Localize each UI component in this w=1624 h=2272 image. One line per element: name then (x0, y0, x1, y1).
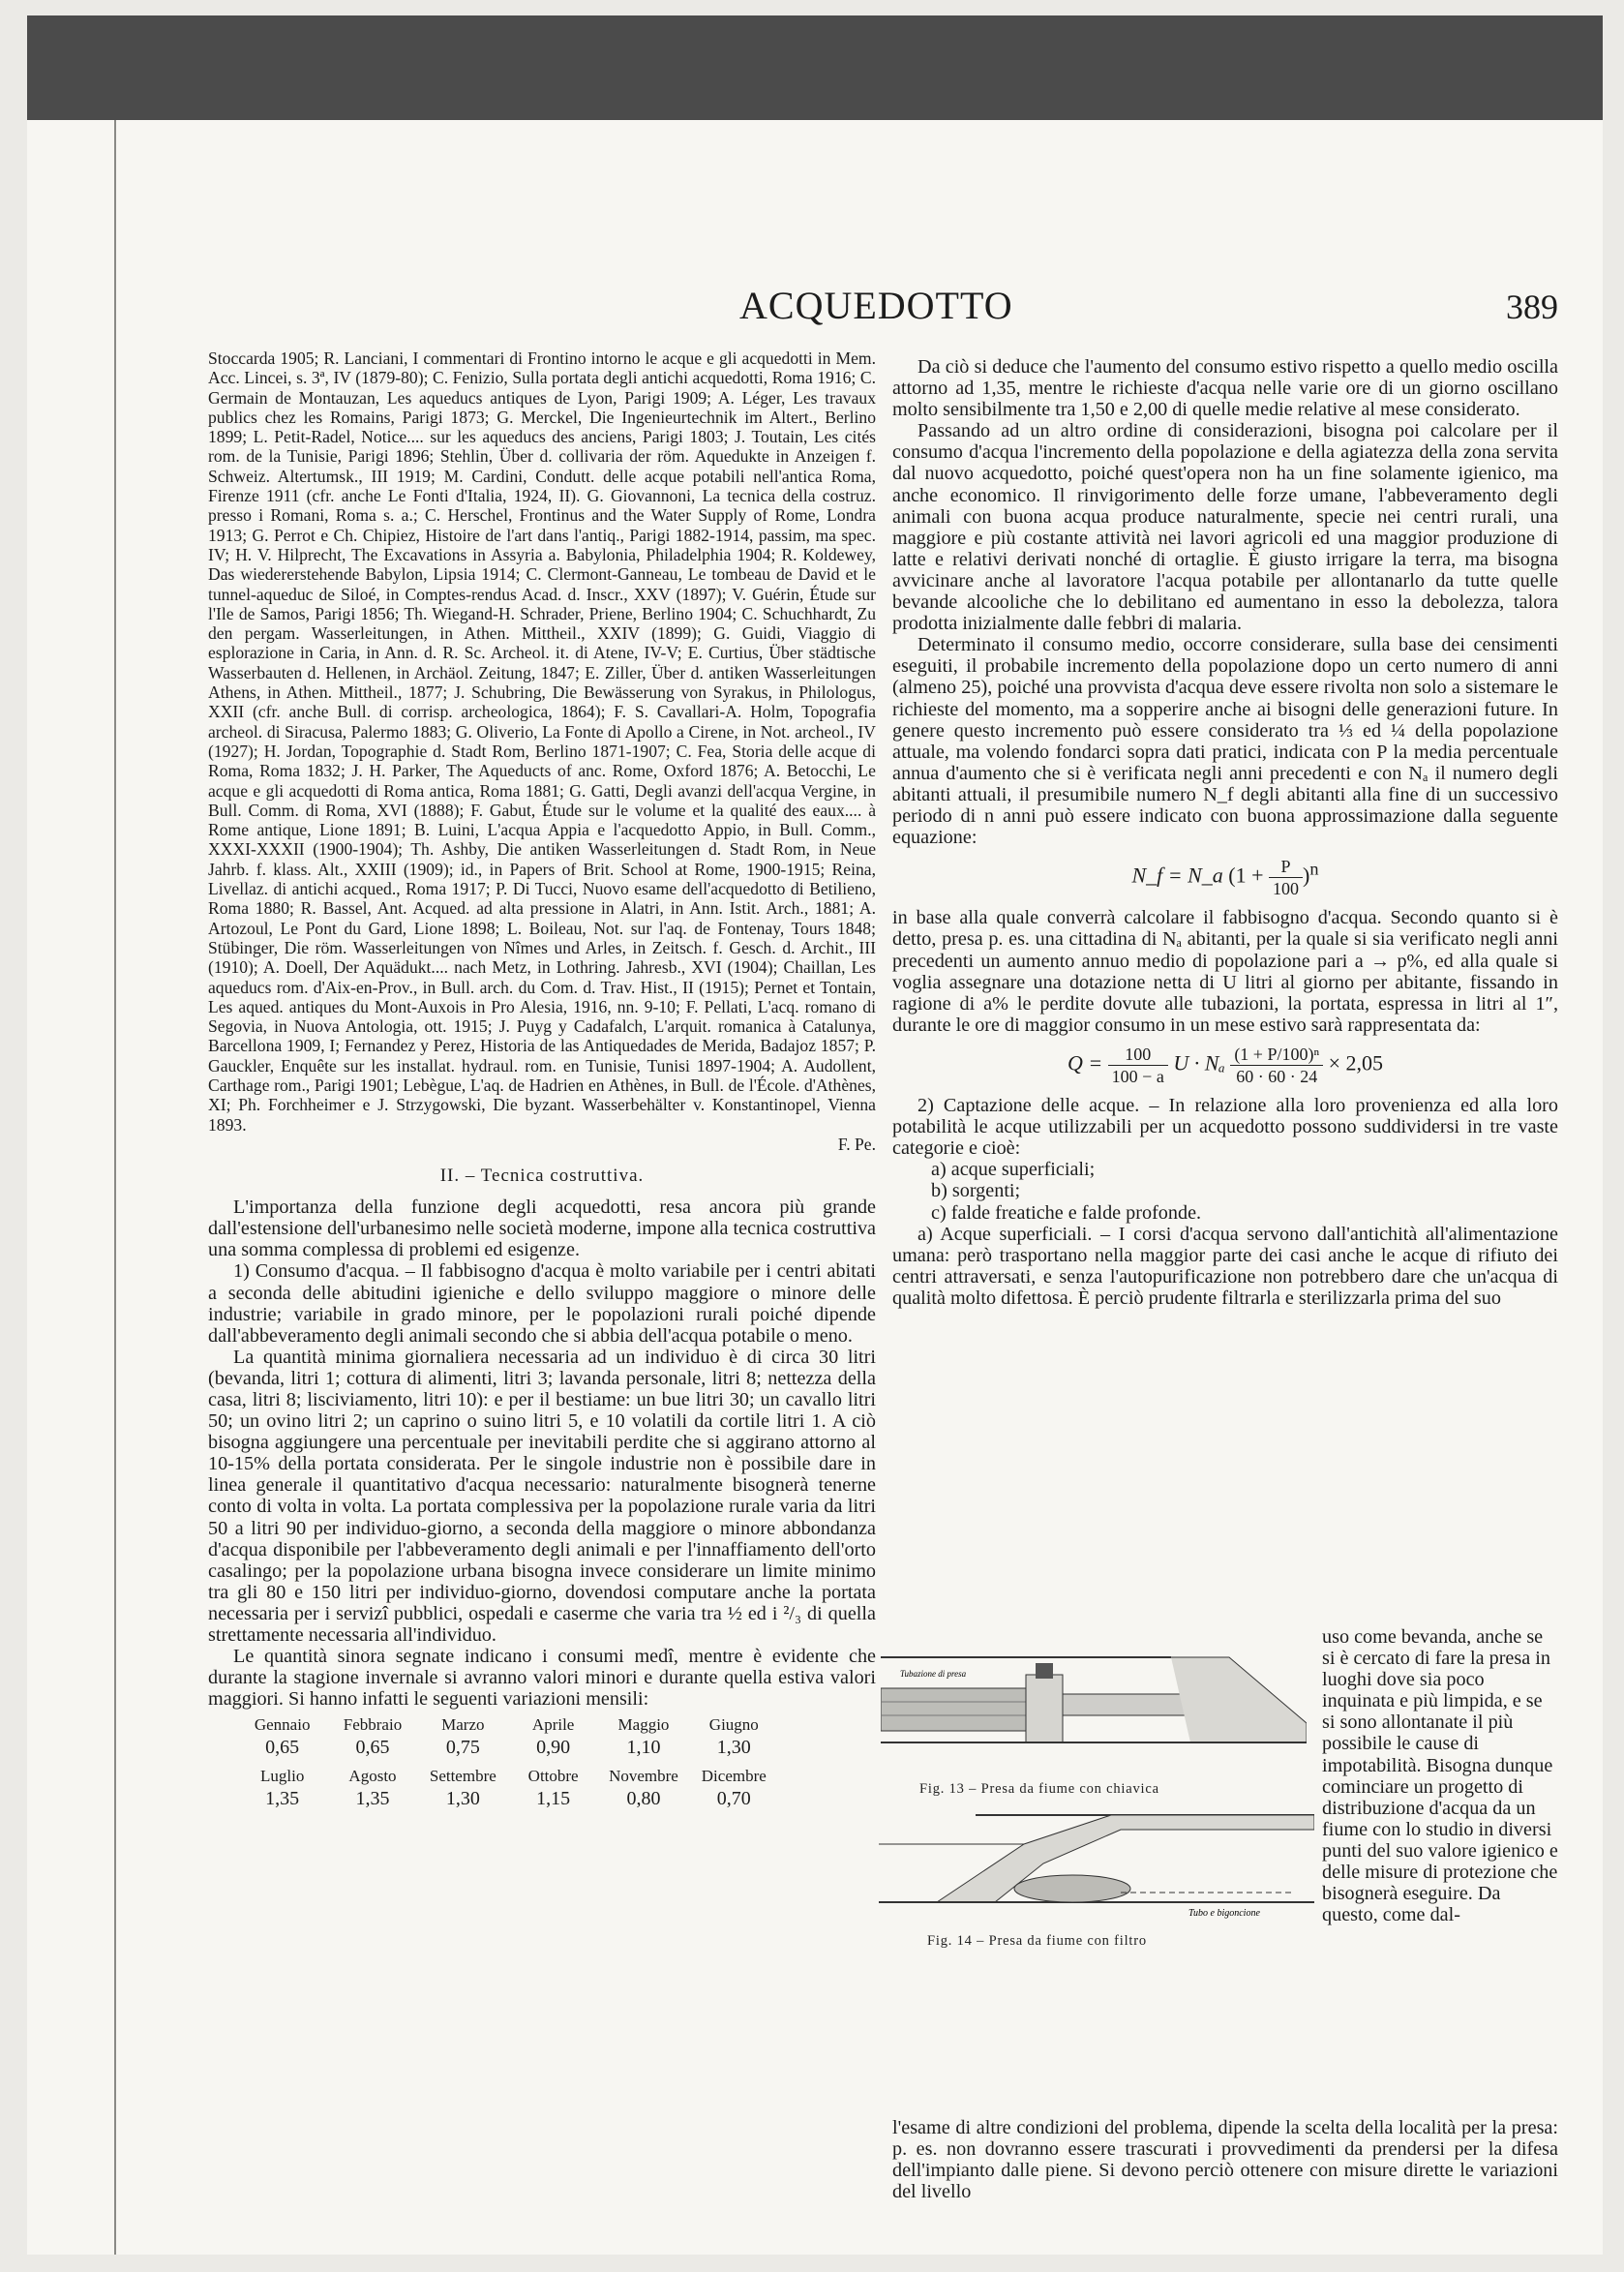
month-cell: Novembre (609, 1767, 678, 1786)
category-list (892, 1159, 1558, 1223)
value-cell: 1,15 (536, 1788, 571, 1810)
fraction-numerator: P (1269, 856, 1303, 878)
paragraph: Da ciò si deduce che l'aumento del consumo estivo rispetto a quello medio oscilla attorno ad 1,35, mentre le richieste d'acqua nelle varie ore di un giorno oscillano molto sensibilmente tra 1,50 e 2,00 di quelle medie relative al mese considerato. (892, 356, 1558, 421)
month-cell: Febbraio (343, 1715, 403, 1735)
figure-caption: Fig. 14 – Presa da fiume con filtro (927, 1933, 1147, 1949)
section-heading: II. – Tecnica costruttiva. (439, 1166, 645, 1187)
left-column (208, 348, 876, 1818)
paragraph: La quantità minima giornaliera necessaria ad un individuo è di circa 30 litri (bevanda, litri 1; cottura di alimenti, litri 3; lavanda personale, litri 8; nettezza della casa, litri 8; lisciviamento, litri 10): e per il bestiame: un bue litri 30; un cavallo litri 50; un ovino litri 2; un caprino o suino litri 5, e 10 volatili da cortile litri 1. A ciò bisogna aggiungere una percentuale per inevitabili perdite che si aggirano attorno al 10-15% della portata considerata. Per le singole industrie non è possibile dare in linea generale il quantitativo d'acqua necessario: naturalmente bisognerà tenerne conto di volta in volta. La portata complessiva per la popolazione rurale varia da litri 50 a litri 90 per individuo-giorno, a seconda della maggiore o minore abbondanza d'acqua disponibile per l'abbeveramento degli animali e per l'innaffiamento dell'orto casalingo; per la popolazione urbana bisogna invece considerare un limite minimo tra gli 80 e 150 litri per individuo-giorno, dovendosi computare anche la portata necessaria per i servizî pubblici, ospedali e caserme che varia tra ½ ed i ²/₃ di quella strettamente necessaria all'individuo. (208, 1346, 876, 1647)
value-cell: 1,35 (355, 1788, 390, 1810)
list-item: a) acque superficiali; (931, 1159, 1096, 1181)
paragraph: in base alla quale converrà calcolare il fabbisogno d'acqua. Secondo quanto si è detto, presa p. es. una cittadina di Nₐ abitanti, per la quale si sia verificato negli anni precedenti un aumento annuo medio di popolazione pari a → p%, ed alla quale si voglia assegnare una dotazione netta di U litri al giorno per abitante, fissando in ragione di a% le perdite dovute alle tubazioni, la portata, espressa in litri al 1″, durante le ore di maggior consumo in un mese estivo sarà rappresentata da: (892, 907, 1558, 1036)
river-intake-sluice-drawing (881, 1646, 1307, 1762)
figure-13 (881, 1646, 1307, 1797)
left-body (208, 1197, 876, 1710)
value-cell: 0,65 (265, 1737, 300, 1759)
fraction-denominator: 60 · 60 · 24 (1236, 1067, 1318, 1086)
fraction-numerator: 100 (1108, 1044, 1168, 1066)
figure-caption: Fig. 13 – Presa da fiume con chiavica (919, 1781, 1159, 1797)
value-cell: 1,30 (716, 1737, 751, 1759)
value-cell: 0,70 (716, 1788, 751, 1810)
month-cell: Giugno (708, 1715, 759, 1735)
formula-middle: U · Nₐ (1173, 1050, 1225, 1075)
formula-exponent: n (1309, 859, 1319, 879)
river-intake-filter-drawing (879, 1805, 1314, 1931)
table-row-values-2 (237, 1786, 779, 1818)
figure-label: Tubo e bigoncione (1188, 1908, 1260, 1919)
paragraph: L'importanza della funzione degli acquedotti, resa ancora più grande dall'estensione dell'urbanesimo nelle società moderne, impone alla tecnica costruttiva una somma complessa di problemi ed esigenze. (208, 1197, 876, 1261)
running-title: ACQUEDOTTO (739, 284, 1013, 327)
value-cell: 0,65 (355, 1737, 390, 1759)
month-cell: Ottobre (527, 1767, 579, 1786)
paragraph: 2) Captazione delle acque. – In relazione alla loro provenienza ed alla loro potabilità le acque utilizzabili per un acquedotto possono suddividersi in tre vaste categorie e cioè: (892, 1095, 1558, 1160)
value-cell: 0,90 (536, 1737, 571, 1759)
fraction-denominator: 100 − a (1111, 1067, 1164, 1086)
formula-fraction (1230, 1044, 1323, 1087)
scan-top-bar (27, 15, 1603, 120)
paragraph: Le quantità sinora segnate indicano i consumi medî, mentre è evidente che durante la stagione invernale si avranno valori minori e durante quella estiva valori maggiori. Si hanno infatti le seguenti variazioni mensili: (208, 1646, 876, 1711)
paragraph: Determinato il consumo medio, occorre considerare, sulla base dei censimenti eseguiti, il probabile incremento della popolazione dopo un certo numero di anni (almeno 25), poiché una provvista d'acqua deve essere rivolta non solo a sistemare le richieste del momento, ma a sopperire anche ai bisogni delle generazioni future. In genere questo incremento può essere considerato tra ⅓ ed ¼ della popolazione attuale, ma volendo fondarci sopra dati pratici, indicata con P la media percentuale annua d'aumento che si è verificata negli anni precedenti e con Nₐ il numero degli abitanti attuali, il presumibile numero N_f degli abitanti alla fine di un successivo periodo di n anni può essere indicato con buona approssimazione dalla seguente equazione: (892, 634, 1558, 849)
table-row-months-1 (237, 1715, 779, 1735)
formula-lhs: N_f = N_a (1131, 863, 1223, 888)
population-formula: N_f = N_a (1 + $\frac{P}{100}$ )$^n$ (1131, 857, 1319, 899)
binding-margin-line (114, 120, 116, 2255)
bibliography-signature: F. Pe. (837, 1134, 876, 1154)
right-column (892, 356, 1558, 1309)
bottom-paragraph (892, 2117, 1558, 2202)
fraction-numerator: (1 + P/100)ⁿ (1230, 1044, 1323, 1066)
table-row-months-2 (237, 1767, 779, 1786)
value-cell: 1,30 (445, 1788, 480, 1810)
page-number: 389 (1506, 288, 1558, 326)
paragraph: l'esame di altre condizioni del problema, dipende la scelta della località per la presa: p. es. non dovranno essere trascurati i provvedimenti da prendersi per la difesa dell'impianto dalle piene. Si devono perciò ottenere con misure dirette le variazioni del livello (892, 2117, 1558, 2203)
month-cell: Marzo (441, 1715, 485, 1735)
month-cell: Dicembre (701, 1767, 767, 1786)
monthly-variation-table (237, 1715, 779, 1818)
figure-14 (879, 1805, 1314, 1949)
table-row-values-1 (237, 1735, 779, 1767)
formula-fraction (1108, 1044, 1168, 1087)
flow-formula (892, 1044, 1558, 1087)
fraction-denominator: 100 (1273, 879, 1300, 899)
list-item: c) falde freatiche e falde profonde. (931, 1201, 1202, 1224)
text-beside-figures: uso come bevanda, anche se si è cercato di fare la presa in luoghi dove sia poco inquinata e più limpida, e se si sono allontanate il più possibile le cause di impotabilità. Bisogna dunque cominciare un progetto di distribuzione d'acqua da un fiume con lo studio in diversi punti del suo valore igienico e delle misure di protezione che bisognerà eseguire. Da questo, come dal- (1322, 1626, 1558, 1926)
value-cell: 1,35 (265, 1788, 300, 1810)
formula-fraction (1269, 856, 1303, 899)
bibliography-block (208, 348, 876, 1154)
formula-factor: 1 + (1235, 863, 1264, 888)
formula-lhs: Q = (1067, 1050, 1103, 1075)
month-cell: Luglio (259, 1767, 305, 1786)
formula-tail: × 2,05 (1328, 1050, 1384, 1075)
value-cell: 0,80 (626, 1788, 661, 1810)
month-cell: Maggio (617, 1715, 670, 1735)
paragraph: 1) Consumo d'acqua. – Il fabbisogno d'acqua è molto variabile per i centri abitati a seconda delle abitudini igieniche e dello sviluppo maggiore o minore delle industrie; variabile in grado minore, per le popolazioni rurali poiché dipende dall'abbeveramento degli animali secondo che si abbia dell'acqua potabile o meno. (208, 1260, 876, 1347)
value-cell: 1,10 (626, 1737, 661, 1759)
figure-label: Tubazione di presa (900, 1669, 967, 1679)
month-cell: Agosto (348, 1767, 397, 1786)
month-cell: Gennaio (254, 1715, 311, 1735)
bibliography-text: Stoccarda 1905; R. Lanciani, I commentari di Frontino intorno le acque e gli acquedotti in Mem. Acc. Lincei, s. 3ª, IV (1879-80); C. Fenizio, Sulla portata degli antichi acquedotti, Roma 1916; C. Germain de Montauzan, Les aqueducs antiques de Lyon, Parigi 1909; A. Léger, Les travaux publics chez les Romains, Parigi 1873; G. Merckel, Die Ingenieurtechnik im Altert., Berlino 1899; L. Petit-Radel, Notice.... sur les aqueducs des anciens, Parigi 1803; J. Toutain, Les cités rom. de la Tunisie, Parigi 1896; Stehlin, Über d. collivaria der röm. Aquedukte in Anzeigen f. Schweiz. Altertumsk., III 1919; M. Cardini, Condutt. delle acque potabili nell'antica Roma, Firenze 1911 (cfr. anche Le Fonti d'Italia, 1924, II). G. Giovannoni, La tecnica della costruz. presso i Romani, Roma s. a.; C. Herschel, Frontinus and the Water Supply of Rome, Londra 1913; G. Perrot e Ch. Chipiez, Histoire de l'art dans l'antiq., Parigi 1882-1914, passim, ma spec. IV; H. V. Hilprecht, The Excavations in Assyria a. Babylonia, Philadelphia 1904; R. Koldewey, Das wiedererstehende Babylon, Lipsia 1914; C. Clermont-Ganneau, Le tombeau de David et le tunnel-aqueduc de Siloé, in Comptes-rendus Acad. d. Inscr., XXV (1897); V. Guérin, Étude sur l'Ile de Samos, Parigi 1856; Th. Wiegand-H. Schrader, Priene, Berlino 1904; C. Schuchhardt, Zu den pergam. Wasserleitungen, in Athen. Mittheil., XXIV (1899); G. Guidi, Viaggio di esplorazione in Caria, in Ann. d. R. Sc. Archeol. it. di Atene, IV-V; E. Curtius, Über städtische Wasserbauten d. Hellenen, in Archäol. Zeitung, 1847; E. Ziller, Über d. antiken Wasserleitungen Athens, in Athen. Mittheil., 1877; J. Schubring, Die Bewässerung von Syrakus, in Philologus, XXII (cfr. anche Bull. di corrisp. archeologica, 1864); F. S. Cavallari-A. Holm, Topografia archeol. di Siracusa, Palermo 1883; G. Oliverio, La Fonte di Apollo a Cirene, in Not. archeol., IV (1927); H. Jordan, Topographie d. Stadt Rom, Berlino 1871-1907; C. Fea, Storia delle acque di Roma, Roma 1832; J. H. Parker, The Aqueducts of anc. Rome, Oxford 1876; A. Betocchi, Le acque e gli acquedotti di Roma antica, Roma 1881; G. Gatti, Degli avanzi dell'acqua Vergine, in Bull. Comm. di Roma, XVI (1888); F. Gabut, Étude sur le volume et la qualité des eaux.... à Rome antique, Lione 1891; B. Luini, L'acqua Appia e l'acquedotto Appio, in Bull. Comm., XXXI-XXXII (1900-1904); Th. Ashby, Die antiken Wasserleitungen d. Stadt Rom, in Neue Jahrb. f. klass. Alt., XXIII (1909); id., in Papers of Brit. School at Rome, 1900-1915; Reina, Livellaz. di antichi acqued., Roma 1917; P. Di Tucci, Nuovo esame dell'acquedotto di Betilieno, Roma 1880; R. Bassel, Ant. Acqued. ad alta pressione in Alatri, in Ann. Istit. Arch., 1881; A. Artozoul, Le Pont du Gard, Lione 1898; L. Boileau, Not. sur l'aq. de Fontenay, Tours 1848; Stübinger, Die röm. Wasserleitungen von Nîmes und Arles, in Zeitsch. f. Gesch. d. Archit., III (1910); A. Doell, Der Aquädukt.... nach Metz, in Lothring. Jahresb., XVI (1904); Chaillan, Les aqueducs rom. d'Aix-en-Prov., in Bull. arch. du Com. d. Trav. Hist., II (1915); Pernet et Tontain, Les aqued. antiques du Mont-Auxois in Pro Alesia, 1916, nn. 9-10; F. Pellati, L'acq. romano di Segovia, in Nuova Antologia, ott. 1915; J. Puyg y Cadafalch, L'arquit. romanica à Catalunya, Barcellona 1909, I; Fernandez y Perez, Historia de las Antiquedades de Merida, Badajoz 1857; P. Gauckler, Enquête sur les installat. hydraul. rom. en Tunisie, Tunisi 1897-1904; A. Audollent, Carthage rom., Parigi 1901; Lebègue, L'aq. de Hadrien en Athènes, in Bull. de l'École. d'Athènes, XI; Ph. Forchheimer e J. Strzygowski, Die byzant. Wasserbehälter v. Konstantinopel, Vienna 1893. (208, 348, 876, 1135)
paragraph: a) Acque superficiali. – I corsi d'acqua servono dall'antichità all'alimentazione umana: però trasportano nella maggior parte dei casi anche le acque di rifiuto dei centri attraversati, e senza l'autopurificazione non potrebbero dare che un'acqua di qualità molto difettosa. È perciò prudente filtrarla e sterilizzarla prima del suo (892, 1223, 1558, 1309)
value-cell: 0,75 (445, 1737, 480, 1759)
list-item: b) sorgenti; (931, 1180, 1021, 1202)
paragraph: Passando ad un altro ordine di considerazioni, bisogna poi calcolare per il consumo d'acqua l'incremento della popolazione e della agiatezza della zona servita dal nuovo acquedotto, poiché quest'opera non ha un fine solamente igienico, ma anche economico. Il rinvigorimento delle forze umane, l'abbeveramento degli animali con buona acqua produce naturalmente, specie nei centri rurali, una maggiore e più costante attività nei lavori agricoli ed una maggior produzione di latte e relativi derivati nonché di ortaglie. È giusto irrigare la terra, ma bisogna avvicinare anche al lavoratore l'acqua potabile per allontanarlo da tutte quelle bevande alcooliche che lo debilitano ed aumentano in esso la debolezza, talora prodotta inizialmente dalle febbri di malaria. (892, 420, 1558, 635)
month-cell: Settembre (429, 1767, 496, 1786)
month-cell: Aprile (531, 1715, 575, 1735)
